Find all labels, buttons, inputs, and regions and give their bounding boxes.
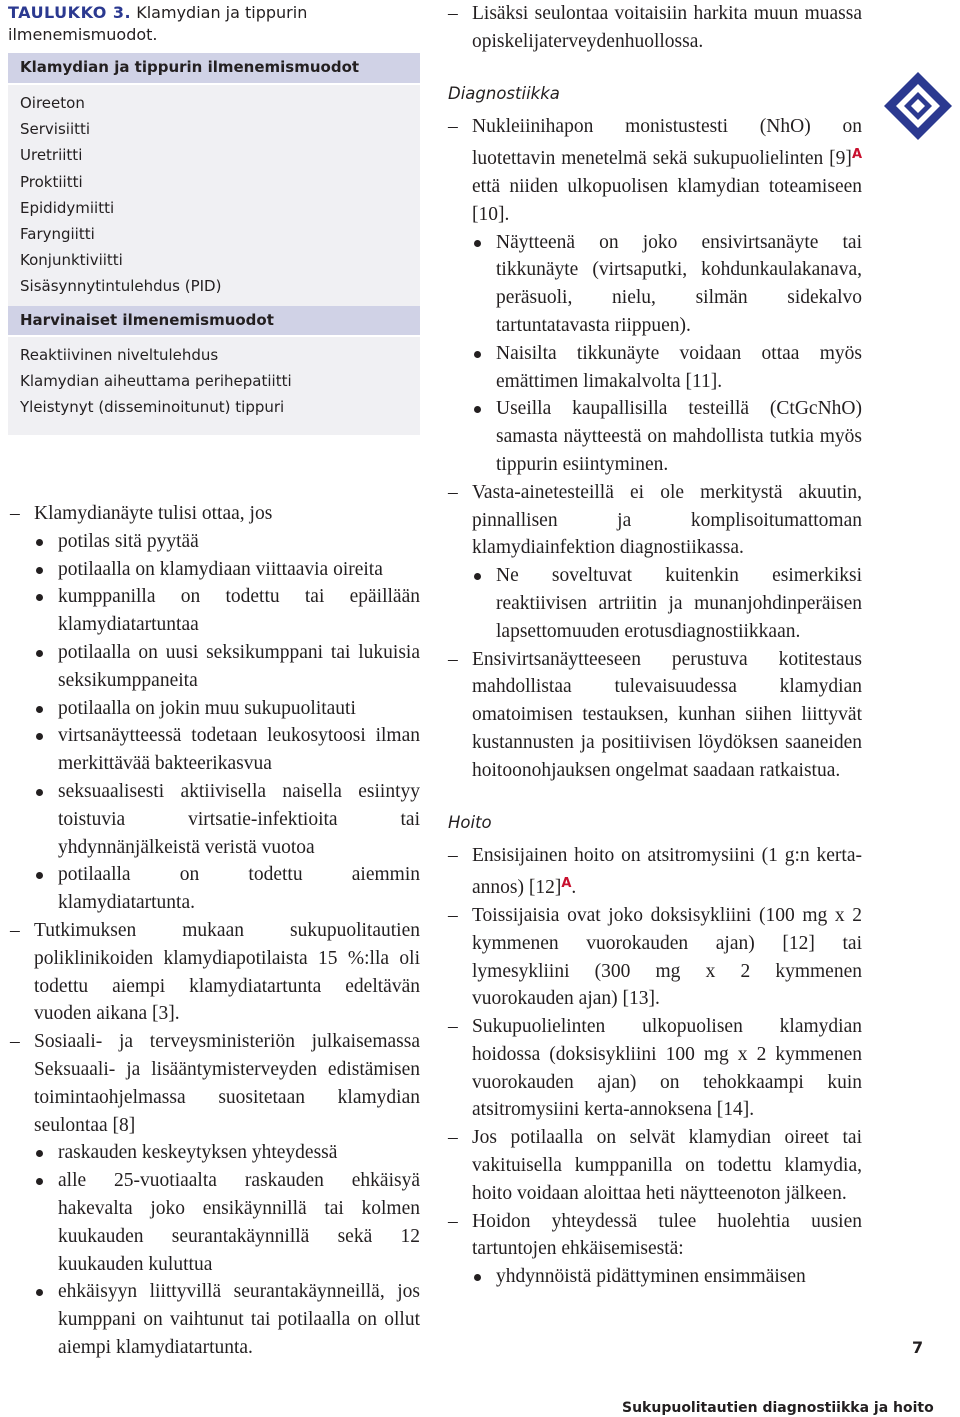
bullet-item: potilaalla on uusi seksikumppani tai lukuisia seksikumppaneita: [10, 639, 420, 695]
bullet-item: Ne soveltuvat kuitenkin esimerkiksi reaktiivisen artriitin ja munanjohdinperäisen lapsettomuuden erotusdiagnostiikkaan.: [448, 562, 862, 645]
table-row: Yleistynyt (disseminoitunut) tippuri: [20, 397, 285, 416]
bullet-item: potilas sitä pyytää: [10, 528, 420, 556]
bullet-item: ehkäisyyn liittyvillä seurantakäynneillä, jos kumppani on vaihtunut tai potilaalla on ollut aiempi klamydiatartunta.: [10, 1278, 420, 1361]
table-header-rare: Harvinaiset ilmenemismuodot: [8, 306, 420, 335]
bullet-item: potilaalla on klamydiaan viittaavia oireita: [10, 556, 420, 584]
bullet-item: virtsanäytteessä todetaan leukosytoosi ilman merkittävää bakteerikasvua: [10, 722, 420, 778]
bullet-item: potilaalla on jokin muu sukupuolitauti: [10, 695, 420, 723]
dash-item: – Klamydianäyte tulisi ottaa, jos: [10, 500, 420, 528]
dash-item: – Ensisijainen hoito on atsitromysiini (1 g:n kerta-annos) [12]$^A$.: [448, 842, 862, 902]
dash-item: – Tutkimuksen mukaan sukupuolitautien poliklinikoiden klamydiapotilaista 15 %:lla oli todettu aiempi klamydiatartunta edeltävän vuoden aikana [3].: [10, 917, 420, 1028]
table-list-common: [8, 85, 420, 306]
dash-item: – Lisäksi seulontaa voitaisiin harkita muun muassa opiskelijaterveydenhuollossa.: [448, 0, 862, 56]
page-number: 7: [912, 1338, 924, 1357]
right-column: [448, 0, 862, 1291]
dash-item: – Vasta-ainetesteillä ei ole merkitystä akuutin, pinnallisen ja komplisoitumattoman klamydiainfektion diagnostiikassa.: [448, 479, 862, 562]
footer-title: Sukupuolitautien diagnostiikka ja hoito: [622, 1400, 934, 1416]
evidence-grade-badge: A: [561, 876, 572, 892]
dash-item: – Hoidon yhteydessä tulee huolehtia uusien tartuntojen ehkäisemisestä:: [448, 1208, 862, 1264]
bullet-item: raskauden keskeytyksen yhteydessä: [10, 1139, 420, 1167]
bullet-item: kumppanilla on todettu tai epäillään klamydiatartuntaa: [10, 583, 420, 639]
bullet-item: yhdynnöistä pidättyminen ensimmäisen: [448, 1263, 862, 1291]
table-row: Epididymiitti: [20, 198, 115, 217]
bullet-item: Näytteenä on joko ensivirtsanäyte tai tikkunäyte (virtsaputki, kohdunkaulakanava, peräsuoli, nielu, silmän sidekalvo tartuntatavasta riippuen).: [448, 229, 862, 340]
bullet-item: alle 25-vuotiaalta raskauden ehkäisyä hakevalta joko ensikäynnillä tai kolmen kuukauden seurantakäynnillä sekä 12 kuukauden kuluttua: [10, 1167, 420, 1278]
table-row: Faryngiitti: [20, 224, 95, 243]
evidence-grade-badge: A: [851, 147, 862, 163]
dash-item: – Jos potilaalla on selvät klamydian oireet tai vakituisella kumppanilla on todettu klamydia, hoito voidaan aloittaa heti näytteenoton jälkeen.: [448, 1124, 862, 1207]
bullet-item: potilaalla on todettu aiemmin klamydiatartunta.: [10, 861, 420, 917]
table-row: Proktiitti: [20, 172, 83, 191]
dash-item: – Nukleiinihapon monistustesti (NhO) on luotettavin menetelmä sekä sukupuolielinten [9]$^A$ että niiden ulkopuolisen klamydian toteamiseen [10].: [448, 113, 862, 228]
table-row: Klamydian aiheuttama perihepatiitti: [20, 371, 292, 390]
table-caption: [8, 2, 423, 46]
diamond-logo-icon: [882, 70, 954, 142]
table-list-rare: [8, 337, 420, 427]
table-header-common: Klamydian ja tippurin ilmenemismuodot: [8, 53, 420, 83]
dash-item: – Sukupuolielinten ulkopuolisen klamydian hoidossa (doksisykliini 100 mg x 2 kymmenen vuorokauden ajan) on tehokkaampi kuin atsitromysiini kerta-annoksena [14].: [448, 1013, 862, 1124]
manifestations-table: [8, 53, 420, 435]
table-row: Uretriitti: [20, 146, 83, 165]
section-heading-diagnostiikka: Diagnostiikka: [448, 83, 560, 103]
section-heading-hoito: Hoito: [448, 812, 492, 832]
table-row: Servisiitti: [20, 120, 91, 139]
dash-item: – Ensivirtsanäytteeseen perustuva kotitestaus mahdollistaa tulevaisuudessa klamydian omatoimisen testauksen, kunhan siihen liittyvät kustannusten ja positiivisen löydöksen saaneiden hoitoonohjauksen ongelmat saadaan ratkaistua.: [448, 646, 862, 785]
table-row: Sisäsynnytintulehdus (PID): [20, 277, 222, 296]
bullet-item: Naisilta tikkunäyte voidaan ottaa myös emättimen limakalvolta [11].: [448, 340, 862, 396]
dash-item: – Toissijaisia ovat joko doksisykliini (100 mg x 2 kymmenen vuorokauden ajan) [12] tai lymesykliini (300 mg x 2 kymmenen vuorokauden ajan) [13].: [448, 902, 862, 1013]
left-column: [10, 500, 420, 1362]
bullet-item: Useilla kaupallisilla testeillä (CtGcNhO) samasta näytteestä on mahdollista tutkia myös tippurin esiintyminen.: [448, 395, 862, 478]
table-row: Reaktiivinen niveltulehdus: [20, 345, 219, 364]
dash-item: – Sosiaali- ja terveysministeriön julkaisemassa Seksuaali- ja lisääntymisterveyden edistämisen toimintaohjelmassa suositetaan klamydian seulontaa [8]: [10, 1028, 420, 1139]
table-row: Oireeton: [20, 94, 85, 112]
table-number: TAULUKKO 3.: [8, 3, 132, 22]
bullet-item: seksuaalisesti aktiivisella naisella esiintyy toistuvia virtsatie-infektioita tai yhdynnänjälkeistä veristä vuotoa: [10, 778, 420, 861]
table-caption-text: Klamydian ja tippurin ilmenemismuodot.: [8, 3, 308, 44]
table-row: Konjunktiviitti: [20, 251, 123, 270]
